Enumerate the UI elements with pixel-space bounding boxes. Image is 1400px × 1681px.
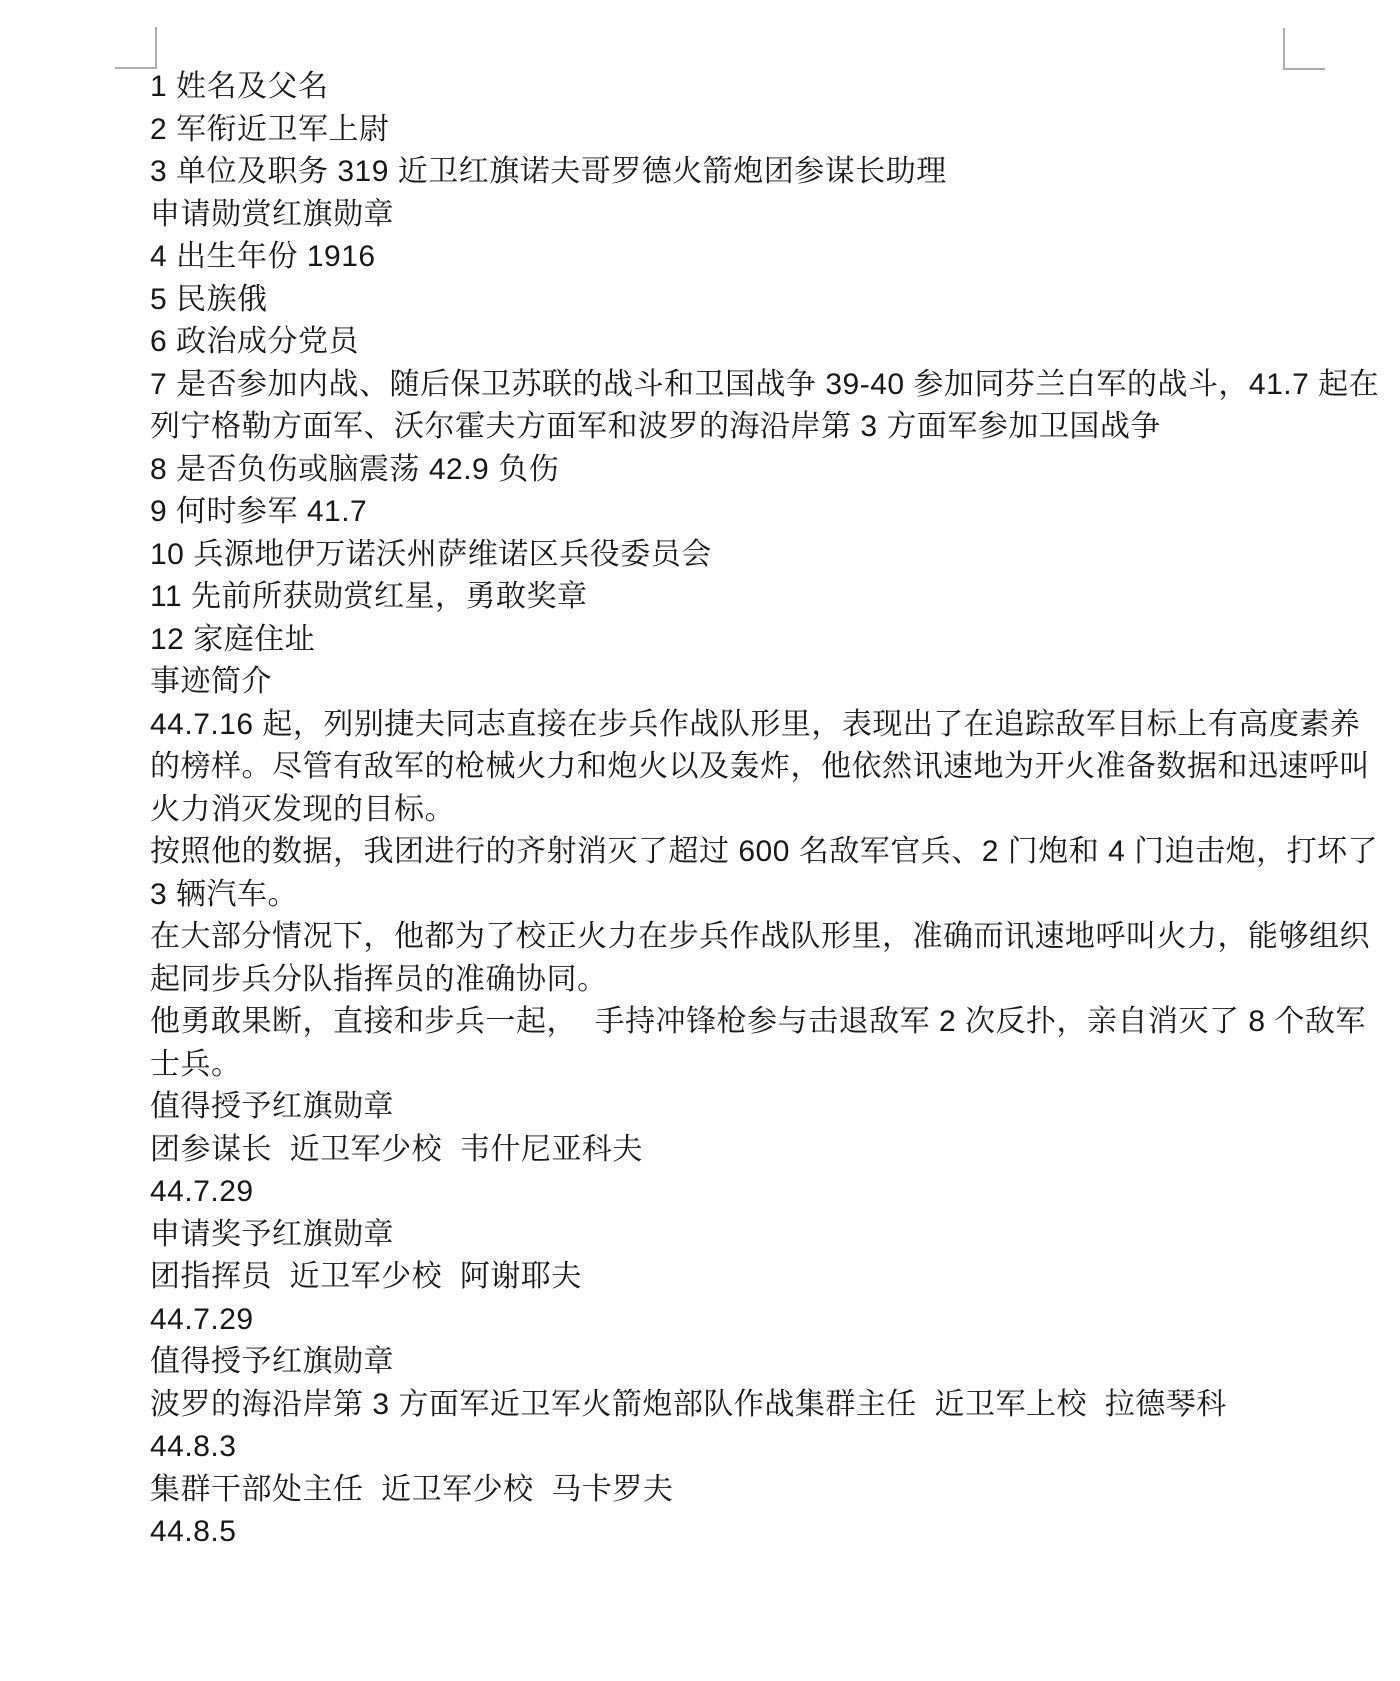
doc-line: 9 何时参军 41.7 bbox=[150, 495, 368, 528]
doc-line: 8 是否负伤或脑震荡 42.9 负伤 bbox=[150, 452, 560, 486]
doc-line: 44.7.16 起，列别捷夫同志直接在步兵作战队形里，表现出了在追踪敌军目标上有高度素养 bbox=[150, 707, 1361, 741]
doc-line: 在大部分情况下，他都为了校正火力在步兵作战队形里，准确而讯速地呼叫火力，能够组织 bbox=[150, 920, 1370, 953]
doc-line: 他勇敢果断，直接和步兵一起， 手持冲锋枪参与击退敌军 2 次反扑，亲自消灭了 8 个敌军 bbox=[150, 1005, 1366, 1038]
doc-line: 44.8.3 bbox=[150, 1430, 237, 1463]
doc-line: 44.7.29 bbox=[150, 1175, 254, 1208]
doc-line: 火力消灭发现的目标。 bbox=[150, 792, 455, 826]
doc-line: 列宁格勒方面军、沃尔霍夫方面军和波罗的海沿岸第 3 方面军参加卫国战争 bbox=[150, 410, 1161, 443]
doc-line: 申请奖予红旗勋章 bbox=[150, 1217, 394, 1251]
doc-line: 7 是否参加内战、随后保卫苏联的战斗和卫国战争 39-40 参加同芬兰白军的战斗，41.7 起在 bbox=[150, 367, 1380, 401]
doc-line: 11 先前所获勋赏红星，勇敢奖章 bbox=[150, 580, 588, 613]
doc-line: 按照他的数据，我团进行的齐射消灭了超过 600 名敌军官兵、2 门炮和 4 门迫击炮，打坏了 bbox=[150, 835, 1379, 868]
doc-line: 起同步兵分队指挥员的准确协同。 bbox=[150, 962, 608, 996]
doc-line: 申请勋赏红旗勋章 bbox=[150, 197, 394, 231]
doc-line: 12 家庭住址 bbox=[150, 622, 316, 656]
doc-line: 波罗的海沿岸第 3 方面军近卫军火箭炮部队作战集群主任 近卫军上校 拉德琴科 bbox=[150, 1387, 1227, 1421]
doc-line: 2 军衔近卫军上尉 bbox=[150, 112, 390, 146]
doc-line: 士兵。 bbox=[150, 1047, 242, 1081]
doc-line: 集群干部处主任 近卫军少校 马卡罗夫 bbox=[150, 1472, 674, 1506]
doc-line: 10 兵源地伊万诺沃州萨维诺区兵役委员会 bbox=[150, 537, 712, 571]
doc-line: 事迹简介 bbox=[150, 665, 272, 698]
doc-line: 值得授予红旗勋章 bbox=[150, 1090, 394, 1123]
doc-line: 的榜样。尽管有敌军的枪械火力和炮火以及轰炸，他依然讯速地为开火准备数据和迅速呼叫 bbox=[150, 750, 1370, 783]
page-margin-mark-top-right-icon bbox=[1283, 28, 1325, 70]
doc-line: 团参谋长 近卫军少校 韦什尼亚科夫 bbox=[150, 1132, 643, 1166]
doc-line: 3 辆汽车。 bbox=[150, 877, 299, 911]
doc-line: 团指挥员 近卫军少校 阿谢耶夫 bbox=[150, 1260, 582, 1293]
doc-line: 值得授予红旗勋章 bbox=[150, 1345, 394, 1378]
page-margin-mark-top-left-icon bbox=[115, 27, 157, 69]
doc-line: 4 出生年份 1916 bbox=[150, 240, 376, 273]
doc-line: 5 民族俄 bbox=[150, 282, 268, 316]
doc-line: 3 单位及职务 319 近卫红旗诺夫哥罗德火箭炮团参谋长助理 bbox=[150, 155, 947, 188]
doc-line: 44.8.5 bbox=[150, 1515, 237, 1548]
document-text-block bbox=[150, 66, 1380, 1554]
doc-line: 6 政治成分党员 bbox=[150, 325, 360, 358]
doc-line: 1 姓名及父名 bbox=[150, 70, 329, 103]
doc-line: 44.7.29 bbox=[150, 1302, 254, 1336]
